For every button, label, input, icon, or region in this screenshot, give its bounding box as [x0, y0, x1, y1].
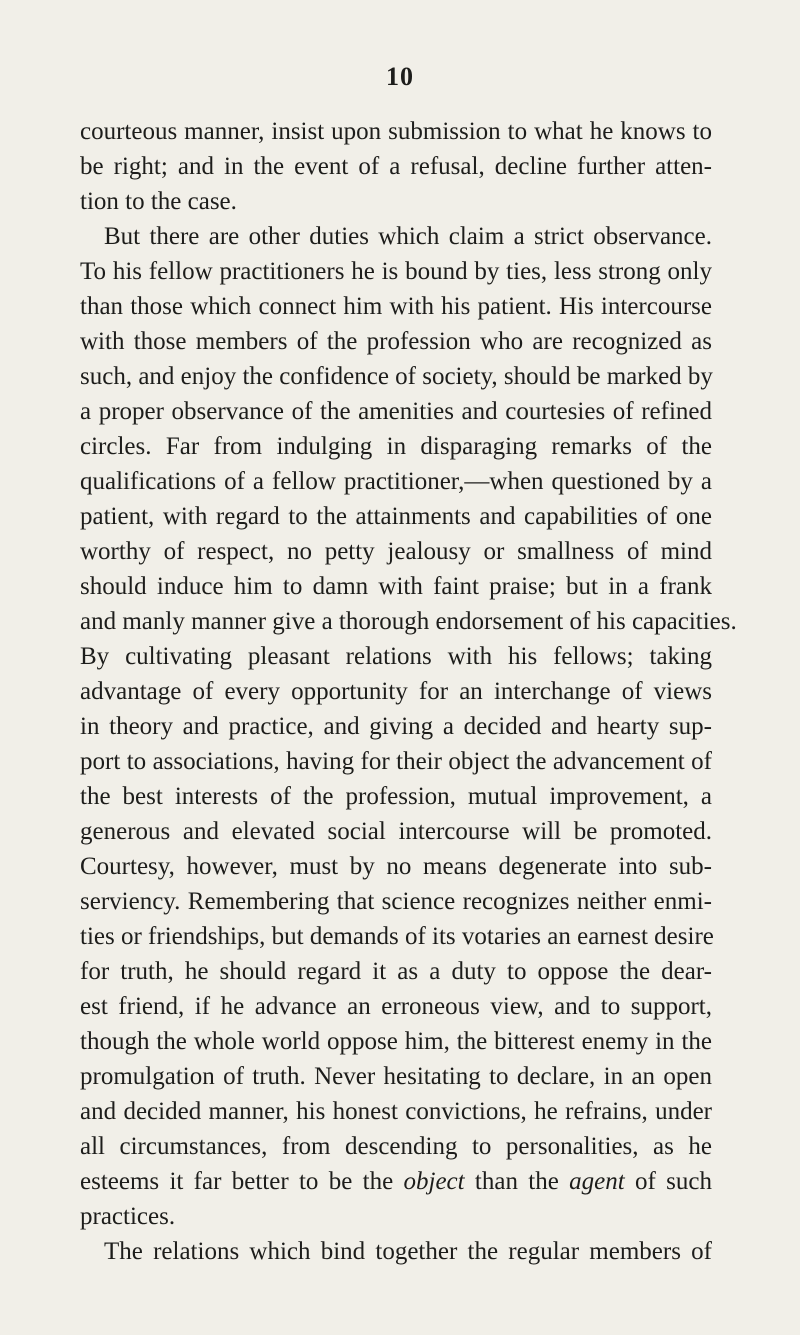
text-line: and decided manner, his honest convictions, he refrains, under: [80, 1098, 712, 1125]
text-line: advantage of every opportunity for an interchange of views: [80, 678, 712, 705]
text-line: and manly manner give a thorough endorsement of his capacities.: [80, 608, 737, 635]
text-segment: esteems it far better to be the: [80, 1168, 404, 1195]
text-line: all circumstances, from descending to personalities, as he: [80, 1133, 712, 1160]
text-line: such, and enjoy the confidence of society, should be marked by: [80, 363, 713, 390]
italic-word-object: object: [403, 1168, 465, 1195]
text-line: though the whole world oppose him, the bitterest enemy in the: [80, 1028, 712, 1055]
text-line: a proper observance of the amenities and courtesies of refined: [80, 398, 712, 425]
text-line: qualifications of a fellow practitioner,—when questioned by a: [80, 468, 712, 495]
text-line: circles. Far from indulging in disparaging remarks of the: [80, 433, 712, 460]
text-line: worthy of respect, no petty jealousy or smallness of mind: [80, 538, 712, 565]
body-text: [80, 114, 737, 1269]
text-line: generous and elevated social intercourse will be promoted.: [80, 818, 712, 845]
text-line: the best interests of the profession, mutual improvement, a: [80, 783, 712, 810]
text-line: But there are other duties which claim a strict observance.: [104, 223, 712, 250]
text-line: should induce him to damn with faint praise; but in a frank: [80, 573, 712, 600]
text-line: [80, 1164, 712, 1199]
italic-word-agent: agent: [569, 1168, 625, 1195]
page-number: 10: [386, 62, 414, 91]
text-line: By cultivating pleasant relations with his fellows; taking: [80, 643, 712, 670]
text-line: with those members of the profession who are recognized as: [80, 328, 712, 355]
text-line: in theory and practice, and giving a decided and hearty sup-: [80, 713, 712, 740]
text-line: port to associations, having for their object the advancement of: [80, 748, 712, 775]
text-line: patient, with regard to the attainments and capabilities of one: [80, 503, 712, 530]
text-segment: of such: [624, 1168, 712, 1195]
text-line: The relations which bind together the regular members of: [104, 1238, 712, 1265]
text-line: serviency. Remembering that science recognizes neither enmi-: [80, 888, 712, 915]
text-line: practices.: [80, 1203, 176, 1230]
text-line: ties or friendships, but demands of its votaries an earnest desire: [80, 923, 714, 950]
text-line: than those which connect him with his patient. His intercourse: [80, 293, 712, 320]
text-line: Courtesy, however, must by no means degenerate into sub-: [80, 853, 712, 880]
text-line: be right; and in the event of a refusal, decline further atten-: [80, 153, 712, 180]
text-line: tion to the case.: [80, 188, 237, 215]
text-line: To his fellow practitioners he is bound by ties, less strong only: [80, 258, 712, 285]
text-line: est friend, if he advance an erroneous view, and to support,: [80, 993, 712, 1020]
text-segment: than the: [464, 1168, 570, 1195]
text-line: promulgation of truth. Never hesitating to declare, in an open: [80, 1063, 712, 1090]
text-line: for truth, he should regard it as a duty to oppose the dear-: [80, 958, 712, 985]
text-line: courteous manner, insist upon submission to what he knows to: [80, 118, 712, 145]
